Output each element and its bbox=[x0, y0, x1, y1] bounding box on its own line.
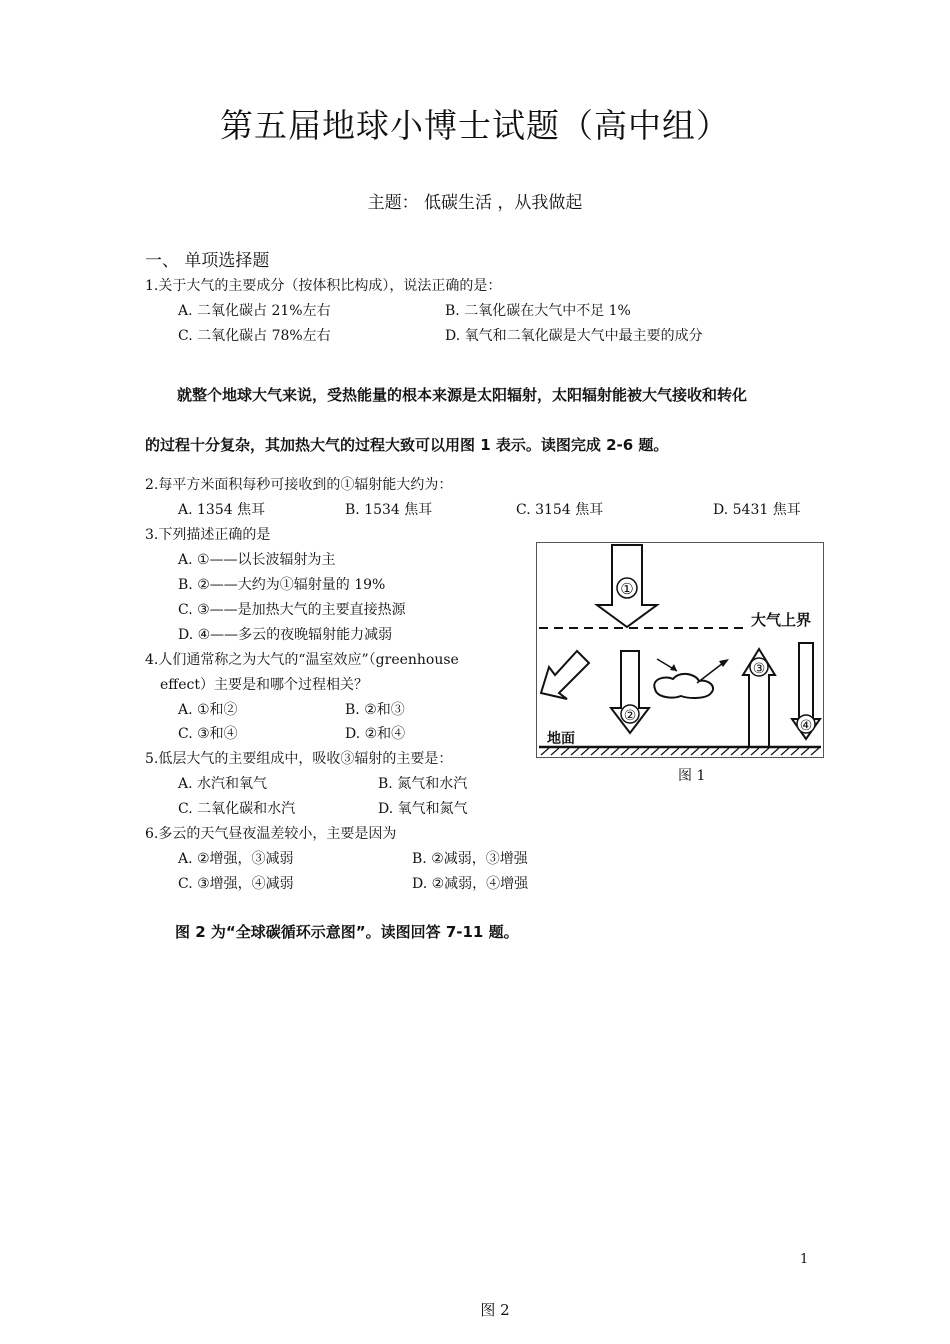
question-2-option-c: C. 3154 焦耳 bbox=[516, 502, 604, 518]
section-heading: 一、 单项选择题 bbox=[145, 251, 270, 271]
question-6-option-a: A. ②增强，③减弱 bbox=[178, 851, 294, 867]
question-5-option-c: C. 二氧化碳和水汽 bbox=[178, 801, 296, 817]
question-2-option-a: A. 1354 焦耳 bbox=[178, 502, 266, 518]
question-5-option-d: D. 氧气和氮气 bbox=[378, 801, 468, 817]
question-5-option-a: A. 水汽和氧气 bbox=[178, 776, 268, 792]
marker-4: ④ bbox=[799, 718, 813, 734]
question-1-option-d: D. 氧气和二氧化碳是大气中最主要的成分 bbox=[445, 328, 703, 344]
label-atmosphere-top: 大气上界 bbox=[751, 611, 812, 629]
theme-subtitle: 主题： 低碳生活 ，从我做起 bbox=[367, 193, 583, 213]
label-ground: 地面 bbox=[547, 731, 575, 747]
question-2-stem: 2.每平方米面积每秒可接收到的①辐射能大约为： bbox=[145, 477, 453, 493]
question-1-option-c: C. 二氧化碳占 78%左右 bbox=[178, 328, 331, 344]
figure-2-intro: 图 2 为“全球碳循环示意图”。读图回答 7-11 题。 bbox=[175, 923, 519, 941]
question-4-stem-line-1: 4.人们通常称之为大气的“温室效应”（greenhouse bbox=[145, 652, 459, 668]
marker-2: ② bbox=[623, 708, 637, 724]
figure-2-caption: 图 2 bbox=[480, 1301, 510, 1319]
page-title: 第五届地球小博士试题（高中组） bbox=[220, 106, 730, 145]
marker-1: ① bbox=[620, 580, 634, 598]
intro-paragraph-line-1: 就整个地球大气来说，受热能量的根本来源是太阳辐射，太阳辐射能被大气接收和转化 bbox=[177, 386, 748, 404]
question-6-option-b: B. ②减弱，③增强 bbox=[412, 851, 528, 867]
question-1-stem: 1.关于大气的主要成分（按体积比构成），说法正确的是： bbox=[145, 278, 502, 294]
page-number: 1 bbox=[800, 1252, 809, 1267]
marker-3: ③ bbox=[752, 661, 766, 677]
figure-1-diagram bbox=[537, 543, 823, 757]
figure-1-atmosphere-heating bbox=[536, 542, 824, 758]
ground-hatching bbox=[541, 748, 819, 755]
question-3-stem: 3.下列描述正确的是 bbox=[145, 527, 271, 543]
question-3-option-d: D. ④——多云的夜晚辐射能力减弱 bbox=[178, 627, 393, 643]
question-5-stem: 5.低层大气的主要组成中，吸收③辐射的主要是： bbox=[145, 751, 453, 767]
question-1-option-b: B. 二氧化碳在大气中不足 1% bbox=[445, 303, 631, 319]
question-6-stem: 6.多云的天气昼夜温差较小，主要是因为 bbox=[145, 826, 397, 842]
question-4-option-a: A. ①和② bbox=[178, 702, 238, 718]
arrow-out-cloud bbox=[697, 663, 723, 683]
arrow-reflected-diagonal bbox=[541, 651, 589, 699]
question-3-option-c: C. ③——是加热大气的主要直接热源 bbox=[178, 602, 406, 618]
question-4-option-b: B. ②和③ bbox=[345, 702, 405, 718]
question-3-option-a: A. ①——以长波辐射为主 bbox=[178, 552, 336, 568]
question-4-option-c: C. ③和④ bbox=[178, 726, 238, 742]
intro-paragraph-line-2: 的过程十分复杂，其加热大气的过程大致可以用图 1 表示。读图完成 2-6 题。 bbox=[145, 436, 669, 454]
question-2-option-b: B. 1534 焦耳 bbox=[345, 502, 433, 518]
question-6-option-c: C. ③增强，④减弱 bbox=[178, 876, 294, 892]
question-4-stem-line-2: effect）主要是和哪个过程相关？ bbox=[160, 677, 368, 693]
question-6-option-d: D. ②减弱，④增强 bbox=[412, 876, 529, 892]
question-5-option-b: B. 氮气和水汽 bbox=[378, 776, 468, 792]
figure-1-caption: 图 1 bbox=[678, 768, 706, 784]
question-4-option-d: D. ②和④ bbox=[345, 726, 406, 742]
question-2-option-d: D. 5431 焦耳 bbox=[713, 502, 801, 518]
question-3-option-b: B. ②——大约为①辐射量的 19% bbox=[178, 577, 386, 593]
question-1-option-a: A. 二氧化碳占 21%左右 bbox=[178, 303, 331, 319]
